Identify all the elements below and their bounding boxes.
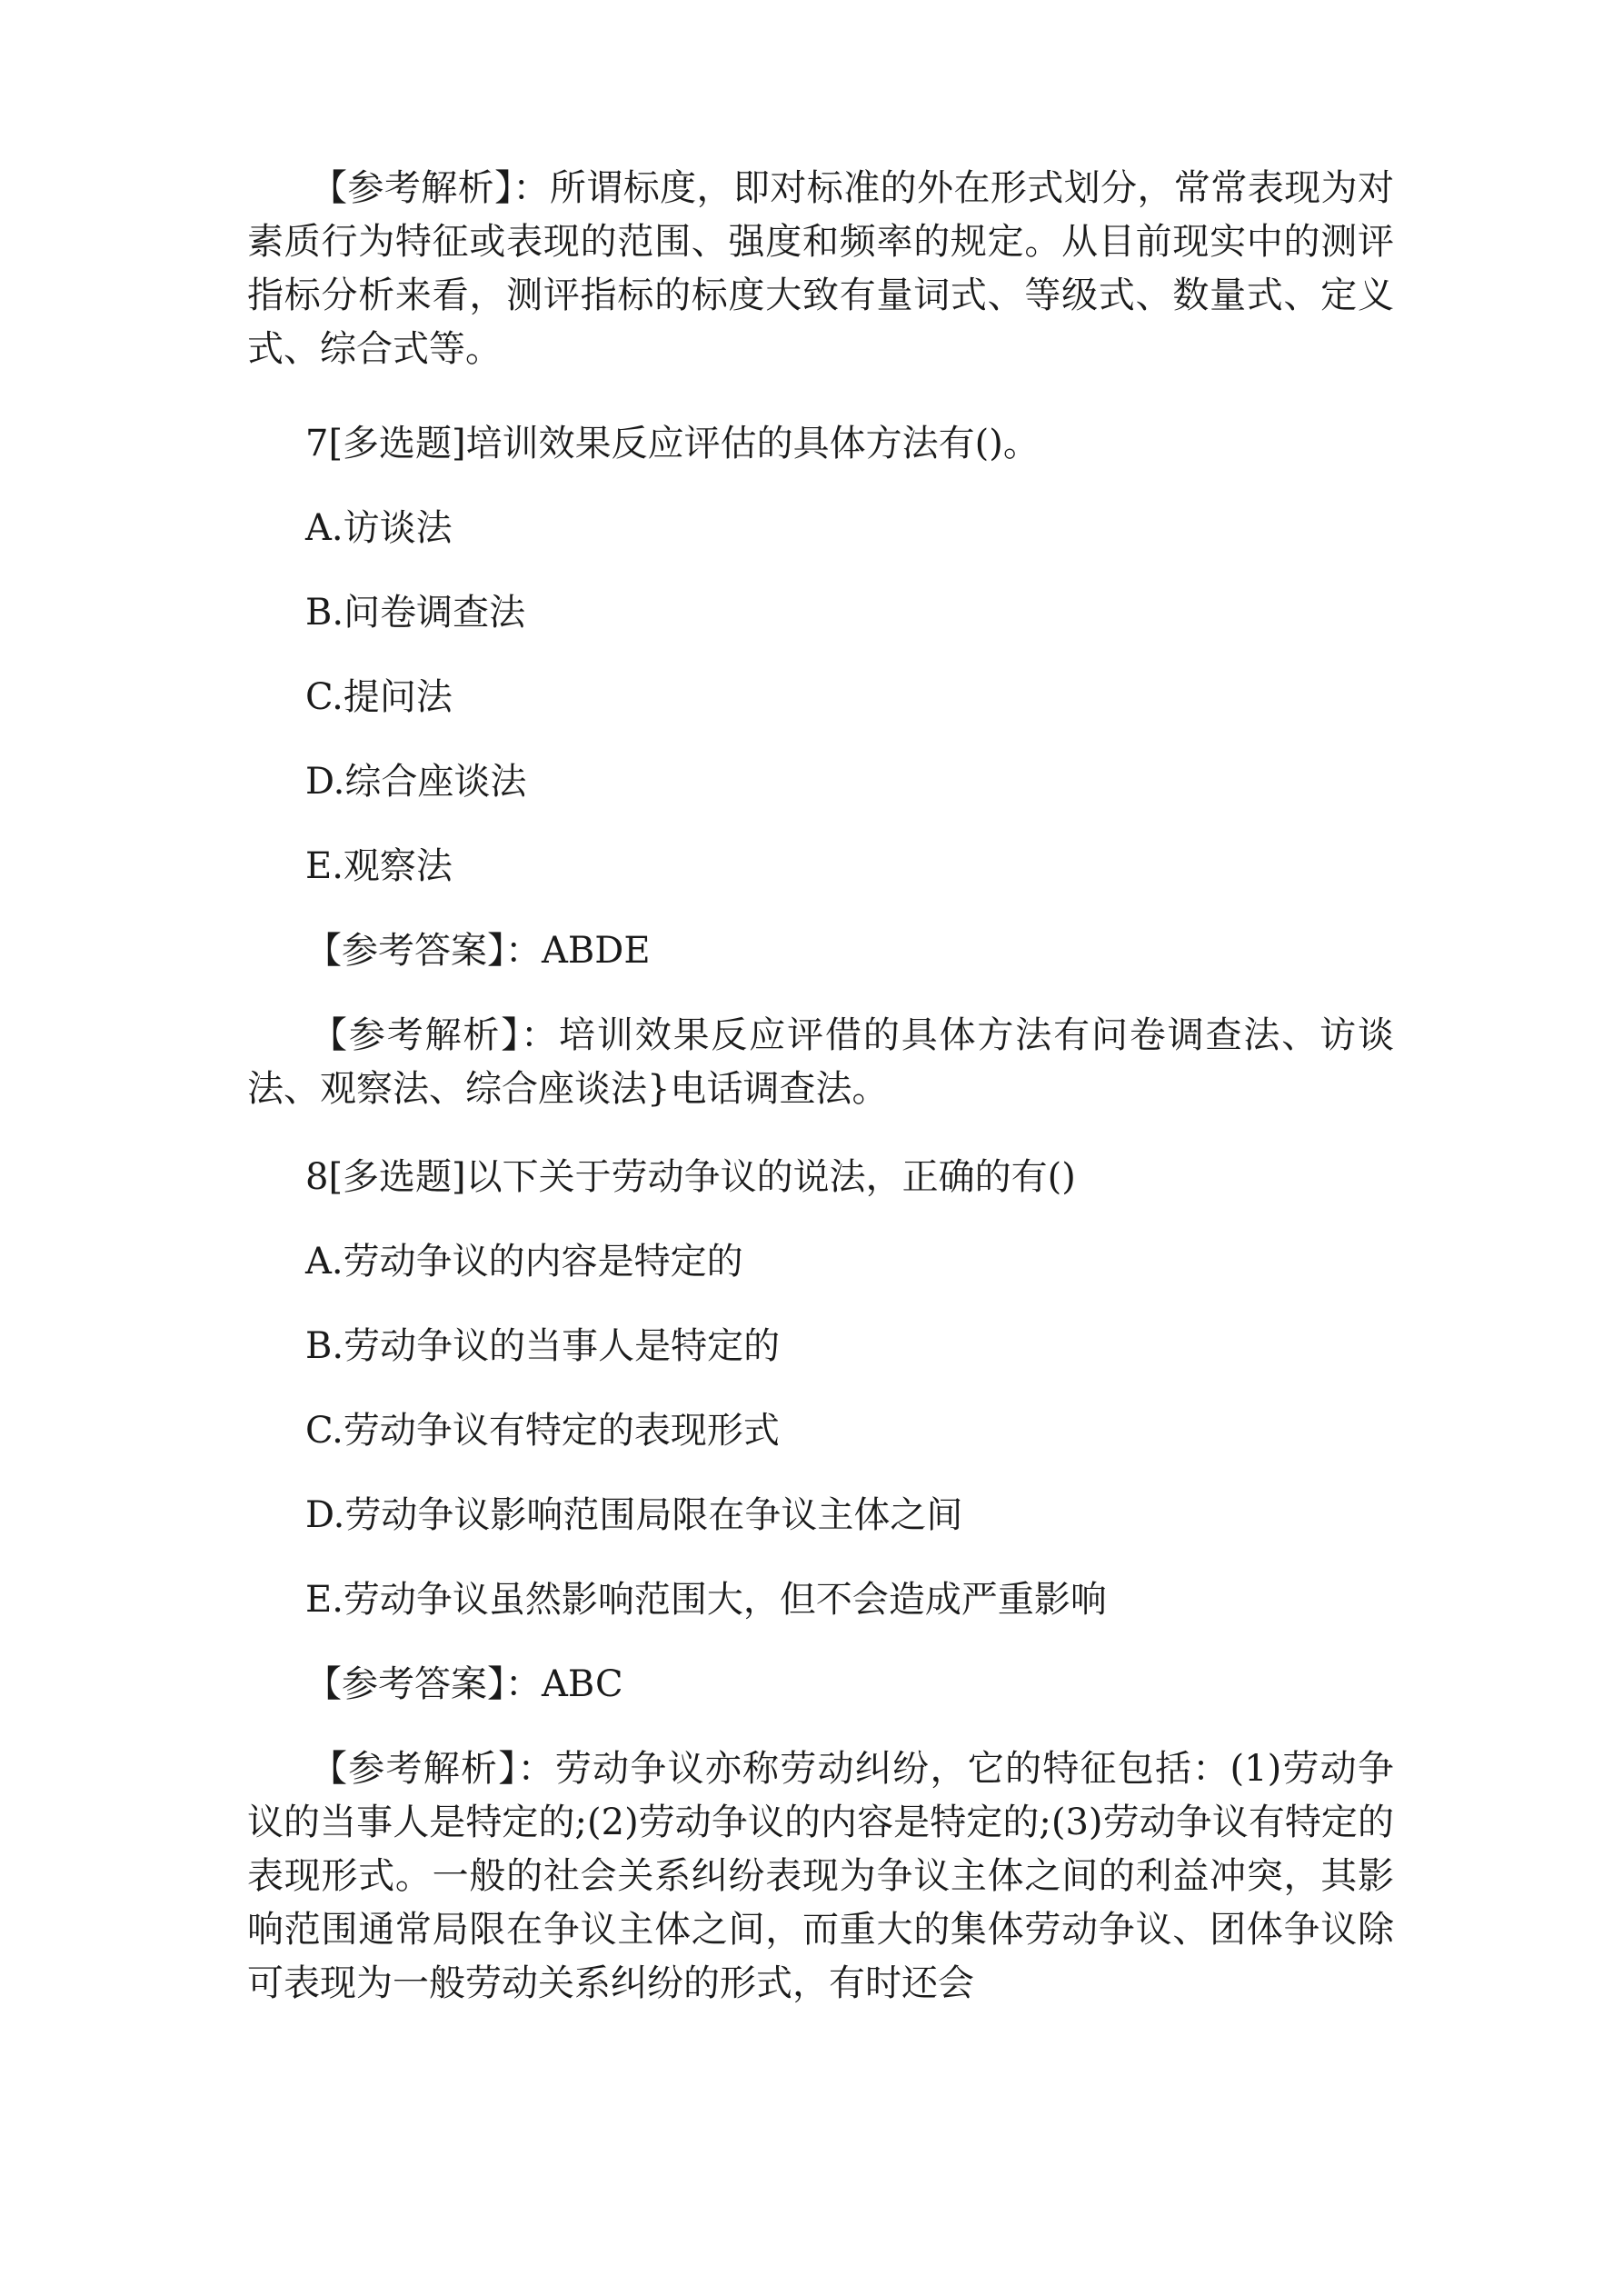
analysis-paragraph-q6: 【参考解析】：所谓标度，即对标准的外在形式划分，常常表现为对素质行为特征或表现的范围、强度和频率的规定。从目前现实中的测评指标分析来看，测评指标的标度大致有量词式、等级式、数量式、定义式、综合式等。 — [247, 167, 1394, 370]
q8-option-c: C.劳动争议有特定的表现形式 — [305, 1410, 780, 1452]
question-7: 7[多选题]培训效果反应评估的具体方法有()。 — [305, 423, 1040, 464]
q7-answer: 【参考答案】：ABDE — [305, 930, 651, 972]
q7-analysis: 【参考解析】：培训效果反应评借的具体方法有问卷调查法、访谈法、观察法、综合座谈法}电话调查法。 — [247, 1014, 1394, 1110]
q7-option-d: D.综合座谈法 — [305, 761, 527, 803]
q8-option-a: A.劳动争议的内容是特定的 — [305, 1241, 743, 1283]
q8-answer: 【参考答案】：ABC — [305, 1663, 623, 1705]
q7-option-c: C.提问法 — [305, 676, 453, 718]
question-8: 8[多选题]以下关于劳动争议的说法，正确的有() — [305, 1156, 1076, 1198]
q8-option-e: E.劳动争议虽然影响范围大，但不会造成严重影响 — [305, 1579, 1107, 1621]
q8-option-d: D.劳动争议影响范围局限在争议主体之间 — [305, 1494, 963, 1536]
q7-option-b: B.问卷调查法 — [305, 592, 526, 634]
q8-option-b: B.劳动争议的当事人是特定的 — [305, 1325, 781, 1367]
q7-option-e: E.观察法 — [305, 845, 453, 887]
q8-analysis: 【参考解析】：劳动争议亦称劳动纠纷，它的特征包括：(1)劳动争议的当事人是特定的;(2)劳动争议的内容是特定的;(3)劳动争议有特定的表现形式。一般的社会关系纠纷表现为争议主体之间的利益冲突，其影响范围通常局限在争议主体之间，而重大的集体劳动争议、团体争议除可表现为一般劳动关系纠纷的形式，有时还会 — [247, 1748, 1394, 2004]
q7-option-a: A.访谈法 — [305, 507, 453, 549]
